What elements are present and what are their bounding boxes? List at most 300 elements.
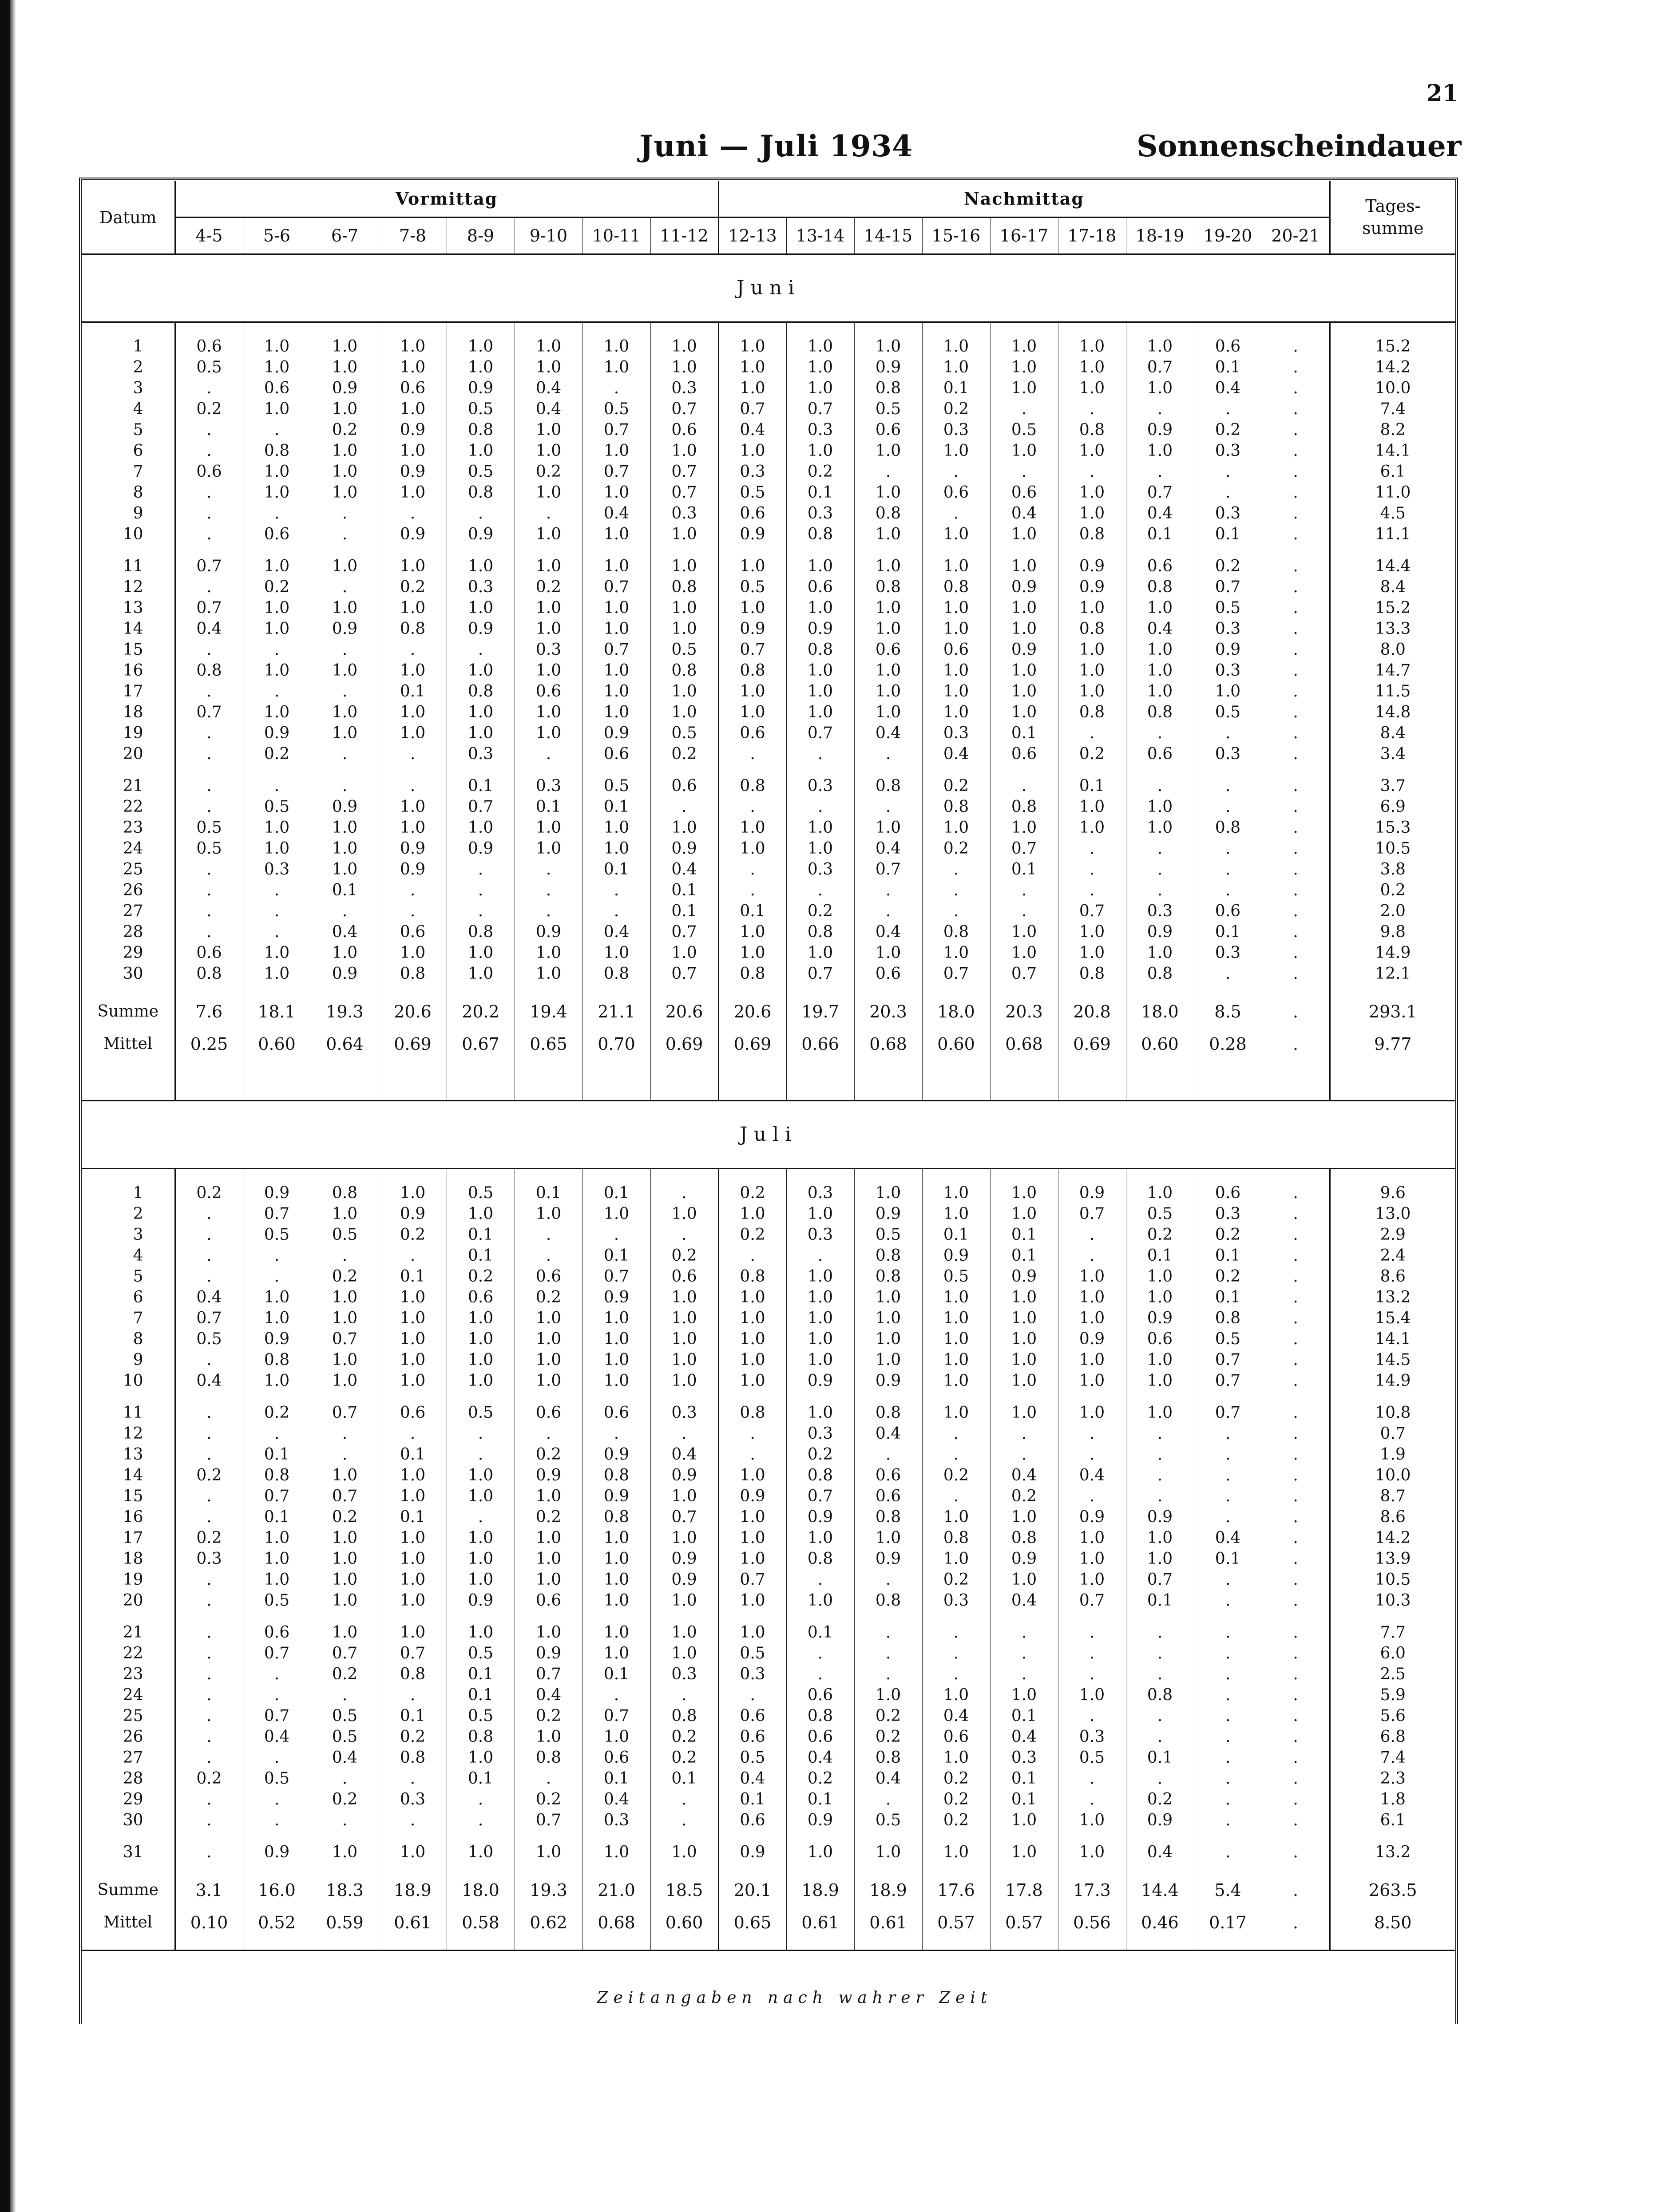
hour-value-cell: 1.0: [379, 1590, 447, 1611]
tagessumme-cell: 10.8: [1330, 1402, 1455, 1423]
hour-value-cell: 1.0: [243, 399, 311, 419]
hour-value-cell: 18.9: [379, 1874, 447, 1906]
hour-value-cell: 0.2: [922, 1768, 990, 1789]
hour-value-cell: 0.3: [650, 1664, 718, 1685]
hour-value-cell: .: [379, 880, 447, 901]
hour-value-cell: .: [243, 1810, 311, 1831]
page-title: Juni — Juli 1934: [639, 129, 913, 163]
hour-value-cell: 1.0: [582, 440, 650, 461]
table-row: [82, 598, 1455, 618]
hour-value-cell: 1.0: [922, 942, 990, 963]
tagessumme-cell: 0.7: [1330, 1423, 1455, 1444]
hour-value-cell: 0.2: [922, 838, 990, 859]
tagessumme-cell: 15.3: [1330, 817, 1455, 838]
hour-value-cell: 0.5: [175, 838, 243, 859]
hour-value-cell: 0.1: [515, 1183, 582, 1203]
hour-value-cell: .: [1058, 461, 1126, 482]
hour-value-cell: 0.3: [447, 577, 515, 598]
hour-value-cell: 0.9: [243, 1329, 311, 1349]
hour-value-cell: 1.0: [582, 618, 650, 639]
hour-value-cell: 0.8: [1126, 702, 1194, 723]
table-row: [82, 357, 1455, 378]
row-label: 24: [123, 839, 143, 858]
hour-value-cell: 0.1: [1126, 1590, 1194, 1611]
hour-header: 14-15: [854, 218, 922, 254]
hour-value-cell: 1.0: [650, 556, 718, 577]
hour-value-cell: 0.9: [990, 577, 1058, 598]
hour-value-cell: 0.2: [515, 1444, 582, 1465]
hour-value-cell: .: [175, 1486, 243, 1507]
hour-value-cell: 1.0: [379, 598, 447, 618]
hour-value-cell: .: [1262, 336, 1330, 357]
hour-value-cell: .: [379, 901, 447, 922]
hour-value-cell: 0.7: [243, 1643, 311, 1664]
tagessumme-cell: 9.77: [1330, 1028, 1455, 1060]
hour-value-cell: 0.2: [175, 1527, 243, 1548]
hour-value-cell: .: [1126, 1705, 1194, 1726]
hour-value-cell: .: [175, 1842, 243, 1863]
hour-value-cell: 0.9: [990, 1548, 1058, 1569]
hour-value-cell: 1.0: [379, 357, 447, 378]
hour-value-cell: 1.0: [447, 1486, 515, 1507]
tagessumme-cell: 14.9: [1330, 1370, 1455, 1391]
hour-value-cell: 1.0: [515, 336, 582, 357]
hour-value-cell: 0.7: [243, 1486, 311, 1507]
hour-value-cell: 1.0: [990, 1203, 1058, 1224]
page-binding-edge: [0, 0, 10, 2212]
hour-header: 20-21: [1262, 218, 1330, 254]
hour-value-cell: 0.1: [379, 1705, 447, 1726]
hour-value-cell: 0.1: [243, 1444, 311, 1465]
hour-value-cell: 0.6: [718, 723, 786, 744]
hour-value-cell: 0.8: [1058, 618, 1126, 639]
hour-value-cell: 0.8: [1058, 524, 1126, 545]
summe-row: [82, 995, 1455, 1028]
hour-value-cell: 1.0: [922, 817, 990, 838]
hour-value-cell: 0.9: [447, 618, 515, 639]
hour-value-cell: .: [1262, 1507, 1330, 1527]
hour-value-cell: 0.6: [1194, 901, 1262, 922]
hour-value-cell: 0.2: [515, 461, 582, 482]
hour-value-cell: .: [515, 1768, 582, 1789]
hour-value-cell: 0.8: [854, 1590, 922, 1611]
hour-value-cell: 1.0: [582, 1590, 650, 1611]
hour-value-cell: .: [1262, 1768, 1330, 1789]
hour-value-cell: 0.8: [447, 482, 515, 503]
hour-value-cell: 0.4: [990, 503, 1058, 524]
hour-value-cell: 1.0: [650, 618, 718, 639]
hour-value-cell: 1.0: [854, 1842, 922, 1863]
hour-value-cell: 0.8: [922, 796, 990, 817]
hour-value-cell: 1.0: [1126, 1402, 1194, 1423]
hour-value-cell: .: [175, 880, 243, 901]
hour-value-cell: 0.9: [1058, 1183, 1126, 1203]
hour-value-cell: 1.0: [990, 922, 1058, 942]
hour-value-cell: 20.3: [854, 995, 922, 1028]
table-row: [82, 776, 1455, 796]
hour-value-cell: 1.0: [515, 598, 582, 618]
hour-value-cell: .: [854, 744, 922, 764]
hour-value-cell: 0.2: [1194, 1224, 1262, 1245]
hour-value-cell: 20.3: [990, 995, 1058, 1028]
hour-value-cell: 1.0: [447, 1349, 515, 1370]
hour-value-cell: 0.4: [854, 838, 922, 859]
hour-value-cell: 0.7: [311, 1486, 379, 1507]
hour-value-cell: .: [175, 1643, 243, 1664]
hour-value-cell: 0.7: [582, 461, 650, 482]
tagessumme-cell: 2.3: [1330, 1768, 1455, 1789]
hour-value-cell: .: [175, 1224, 243, 1245]
hour-value-cell: 0.6: [582, 1747, 650, 1768]
hour-value-cell: 0.6: [243, 378, 311, 399]
hour-value-cell: 1.0: [786, 942, 854, 963]
hour-value-cell: 19.7: [786, 995, 854, 1028]
hour-value-cell: 1.0: [1126, 660, 1194, 681]
hour-value-cell: 1.0: [718, 1527, 786, 1548]
hour-value-cell: 0.4: [854, 922, 922, 942]
hour-value-cell: 1.0: [379, 1183, 447, 1203]
hour-value-cell: 1.0: [922, 618, 990, 639]
hour-value-cell: .: [1262, 1664, 1330, 1685]
hour-value-cell: 0.69: [1058, 1028, 1126, 1060]
hour-value-cell: 0.2: [786, 901, 854, 922]
hour-value-cell: 0.6: [175, 336, 243, 357]
hour-value-cell: 0.7: [1126, 482, 1194, 503]
hour-value-cell: 0.1: [447, 1685, 515, 1705]
hour-value-cell: 1.0: [650, 1203, 718, 1224]
footer-note: Zeitangaben nach wahrer Zeit: [597, 1989, 993, 2007]
hour-value-cell: 1.0: [243, 598, 311, 618]
tagessumme-cell: 14.7: [1330, 660, 1455, 681]
hour-value-cell: 0.57: [990, 1906, 1058, 1939]
hour-value-cell: .: [1058, 1444, 1126, 1465]
hour-value-cell: .: [1194, 1590, 1262, 1611]
hour-value-cell: 1.0: [379, 1308, 447, 1329]
tagessumme-cell: 15.2: [1330, 336, 1455, 357]
hour-value-cell: 0.6: [1194, 336, 1262, 357]
hour-value-cell: .: [1262, 660, 1330, 681]
hour-value-cell: 0.6: [515, 681, 582, 702]
row-label: 29: [123, 943, 143, 962]
hour-value-cell: 0.1: [922, 378, 990, 399]
hour-value-cell: 0.9: [311, 378, 379, 399]
hour-value-cell: 1.0: [922, 1548, 990, 1569]
tagessumme-cell: 13.2: [1330, 1842, 1455, 1863]
hour-value-cell: 1.0: [718, 1590, 786, 1611]
hour-header: 15-16: [922, 218, 990, 254]
hour-value-cell: 1.0: [854, 1308, 922, 1329]
tagessumme-cell: 14.9: [1330, 942, 1455, 963]
hour-value-cell: 0.8: [990, 796, 1058, 817]
hour-value-cell: 0.7: [175, 598, 243, 618]
hour-value-cell: 0.4: [786, 1747, 854, 1768]
hour-value-cell: .: [1262, 1527, 1330, 1548]
hour-value-cell: .: [379, 1768, 447, 1789]
hour-value-cell: 1.0: [1058, 922, 1126, 942]
hour-value-cell: 0.5: [854, 1810, 922, 1831]
hour-value-cell: 0.2: [311, 1266, 379, 1287]
hour-value-cell: .: [447, 1789, 515, 1810]
hour-value-cell: .: [1262, 744, 1330, 764]
hour-value-cell: .: [311, 524, 379, 545]
hour-value-cell: .: [1262, 399, 1330, 419]
hour-value-cell: .: [1126, 880, 1194, 901]
table-row: [82, 1569, 1455, 1590]
hour-value-cell: 0.8: [379, 1664, 447, 1685]
hour-value-cell: 1.0: [243, 838, 311, 859]
hour-value-cell: 0.1: [379, 1507, 447, 1527]
hour-value-cell: .: [243, 419, 311, 440]
hour-value-cell: 1.0: [447, 660, 515, 681]
hour-value-cell: 0.1: [447, 776, 515, 796]
hour-value-cell: 14.4: [1126, 1874, 1194, 1906]
hour-value-cell: 0.6: [718, 1810, 786, 1831]
hour-value-cell: 1.0: [1126, 942, 1194, 963]
row-label: 10: [123, 525, 143, 543]
hour-value-cell: .: [1262, 461, 1330, 482]
hour-value-cell: 0.1: [786, 1789, 854, 1810]
hour-value-cell: 19.3: [311, 995, 379, 1028]
row-label: 12: [123, 1424, 143, 1443]
hour-value-cell: .: [1194, 1465, 1262, 1486]
hour-value-cell: .: [1126, 723, 1194, 744]
hour-value-cell: 1.0: [447, 1329, 515, 1349]
row-label: 25: [123, 860, 143, 878]
hour-value-cell: 1.0: [786, 1266, 854, 1287]
row-label: 15: [123, 1487, 143, 1505]
hour-value-cell: 1.0: [379, 1370, 447, 1391]
tagessumme-cell: 2.5: [1330, 1664, 1455, 1685]
hour-value-cell: .: [311, 1685, 379, 1705]
hour-value-cell: .: [175, 1203, 243, 1224]
hour-value-cell: 0.8: [1126, 577, 1194, 598]
hour-value-cell: .: [718, 880, 786, 901]
hour-value-cell: .: [175, 524, 243, 545]
hour-value-cell: 0.3: [1194, 942, 1262, 963]
tagessumme-cell: 14.4: [1330, 556, 1455, 577]
hour-value-cell: .: [175, 1245, 243, 1266]
hour-value-cell: .: [1262, 1266, 1330, 1287]
hour-value-cell: 0.6: [243, 1622, 311, 1643]
table-row: [82, 859, 1455, 880]
hour-value-cell: 0.8: [650, 1705, 718, 1726]
hour-value-cell: 0.3: [1194, 660, 1262, 681]
hour-value-cell: .: [243, 1266, 311, 1287]
hour-value-cell: 0.1: [1126, 524, 1194, 545]
hour-value-cell: .: [922, 880, 990, 901]
hour-value-cell: .: [786, 744, 854, 764]
row-label: 27: [123, 1748, 143, 1767]
hour-value-cell: .: [243, 922, 311, 942]
hour-value-cell: 1.0: [1058, 1810, 1126, 1831]
hour-value-cell: 1.0: [311, 399, 379, 419]
hour-value-cell: 1.0: [379, 1548, 447, 1569]
hour-value-cell: 0.7: [786, 723, 854, 744]
hour-value-cell: .: [175, 1726, 243, 1747]
hour-value-cell: 1.0: [243, 817, 311, 838]
row-label: Summe: [97, 1880, 158, 1899]
hour-value-cell: 1.0: [515, 1842, 582, 1863]
hour-value-cell: 1.0: [582, 1622, 650, 1643]
hour-value-cell: 1.0: [311, 440, 379, 461]
hour-value-cell: 0.6: [922, 482, 990, 503]
hour-value-cell: 1.0: [515, 556, 582, 577]
hour-value-cell: 0.57: [922, 1906, 990, 1939]
hour-value-cell: 0.1: [1194, 524, 1262, 545]
hour-value-cell: 0.2: [1058, 744, 1126, 764]
hour-value-cell: .: [175, 1266, 243, 1287]
hour-value-cell: .: [1262, 963, 1330, 984]
hour-value-cell: 0.6: [1126, 556, 1194, 577]
hour-value-cell: 1.0: [990, 1183, 1058, 1203]
hour-value-cell: 1.0: [1058, 639, 1126, 660]
hour-value-cell: 0.6: [786, 577, 854, 598]
hour-value-cell: 1.0: [379, 796, 447, 817]
hour-value-cell: 1.0: [311, 723, 379, 744]
tagessumme-cell: 14.2: [1330, 357, 1455, 378]
hour-value-cell: 1.0: [243, 660, 311, 681]
hour-value-cell: 0.5: [718, 1643, 786, 1664]
hour-value-cell: .: [175, 639, 243, 660]
hour-value-cell: 1.0: [922, 1183, 990, 1203]
hour-value-cell: .: [175, 1664, 243, 1685]
row-label: 1: [133, 1183, 143, 1202]
hour-value-cell: .: [854, 1789, 922, 1810]
hour-value-cell: .: [515, 859, 582, 880]
hour-value-cell: 0.5: [447, 1402, 515, 1423]
hour-value-cell: 0.6: [990, 482, 1058, 503]
hour-value-cell: 1.0: [1194, 681, 1262, 702]
hour-value-cell: 1.0: [447, 817, 515, 838]
hour-value-cell: 0.2: [379, 1726, 447, 1747]
hour-value-cell: 1.0: [582, 1370, 650, 1391]
hour-value-cell: 0.9: [650, 1569, 718, 1590]
hour-value-cell: .: [1262, 577, 1330, 598]
hour-value-cell: 1.0: [786, 357, 854, 378]
hour-value-cell: .: [786, 796, 854, 817]
row-label: 26: [123, 881, 143, 899]
hour-value-cell: 0.9: [854, 1370, 922, 1391]
hour-value-cell: 1.0: [650, 1590, 718, 1611]
hour-value-cell: .: [311, 1768, 379, 1789]
table-row: [82, 796, 1455, 817]
hour-value-cell: .: [990, 901, 1058, 922]
hour-value-cell: 0.8: [650, 577, 718, 598]
hour-value-cell: 0.3: [379, 1789, 447, 1810]
hour-value-cell: 0.9: [786, 618, 854, 639]
table-row: [82, 963, 1455, 984]
hour-value-cell: .: [1194, 838, 1262, 859]
hour-value-cell: 1.0: [990, 1349, 1058, 1370]
hour-value-cell: 0.3: [650, 378, 718, 399]
hour-value-cell: 0.3: [650, 1402, 718, 1423]
hour-value-cell: 0.1: [1194, 1287, 1262, 1308]
hour-value-cell: .: [1262, 880, 1330, 901]
hour-value-cell: .: [1262, 1349, 1330, 1370]
row-label: 20: [123, 744, 143, 763]
hour-value-cell: 0.8: [1126, 1685, 1194, 1705]
hour-value-cell: 0.4: [854, 1768, 922, 1789]
hour-value-cell: 1.0: [718, 681, 786, 702]
table-row: [82, 1444, 1455, 1465]
tagessumme-cell: 14.1: [1330, 440, 1455, 461]
tagessumme-cell: 14.5: [1330, 1349, 1455, 1370]
hour-value-cell: 1.0: [515, 1370, 582, 1391]
hour-value-cell: 0.4: [922, 744, 990, 764]
table-row: [82, 639, 1455, 660]
hour-value-cell: .: [1126, 1486, 1194, 1507]
row-label: 27: [123, 902, 143, 920]
hour-value-cell: .: [175, 1810, 243, 1831]
hour-header: 5-6: [243, 218, 311, 254]
hour-value-cell: 0.9: [786, 1507, 854, 1527]
tagessumme-cell: 8.6: [1330, 1507, 1455, 1527]
hour-value-cell: 0.8: [1058, 702, 1126, 723]
hour-value-cell: 0.4: [311, 1747, 379, 1768]
hour-value-cell: 0.8: [243, 440, 311, 461]
hour-value-cell: 0.1: [379, 1266, 447, 1287]
hour-value-cell: 0.8: [1126, 963, 1194, 984]
hour-value-cell: 1.0: [1126, 1349, 1194, 1370]
hour-header: 18-19: [1126, 218, 1194, 254]
hour-value-cell: 0.7: [718, 639, 786, 660]
hour-value-cell: 1.0: [990, 357, 1058, 378]
hour-value-cell: .: [175, 1590, 243, 1611]
hour-value-cell: 0.1: [1194, 1548, 1262, 1569]
hour-value-cell: .: [922, 901, 990, 922]
hour-value-cell: 0.7: [175, 556, 243, 577]
hour-value-cell: 0.1: [990, 1245, 1058, 1266]
hour-value-cell: 0.64: [311, 1028, 379, 1060]
hour-value-cell: 0.4: [854, 723, 922, 744]
hour-value-cell: 0.1: [582, 1768, 650, 1789]
hour-value-cell: 1.0: [650, 357, 718, 378]
hour-value-cell: 1.0: [718, 1548, 786, 1569]
hour-value-cell: .: [175, 1705, 243, 1726]
tagessumme-cell: 7.7: [1330, 1622, 1455, 1643]
hour-value-cell: 0.2: [515, 1287, 582, 1308]
hour-value-cell: .: [922, 461, 990, 482]
hour-value-cell: .: [515, 744, 582, 764]
hour-value-cell: .: [1262, 503, 1330, 524]
hour-value-cell: 1.0: [922, 1308, 990, 1329]
hour-value-cell: 0.3: [515, 639, 582, 660]
hour-value-cell: .: [447, 1810, 515, 1831]
hour-value-cell: 0.9: [379, 859, 447, 880]
hour-value-cell: 1.0: [786, 1308, 854, 1329]
hour-value-cell: 0.6: [854, 639, 922, 660]
hour-header: 19-20: [1194, 218, 1262, 254]
hour-value-cell: 1.0: [650, 1308, 718, 1329]
hour-value-cell: .: [1194, 1664, 1262, 1685]
hour-value-cell: 1.0: [447, 1465, 515, 1486]
hour-value-cell: 1.0: [379, 1569, 447, 1590]
hour-value-cell: 1.0: [379, 723, 447, 744]
hour-value-cell: 0.5: [447, 1705, 515, 1726]
hour-value-cell: 1.0: [922, 440, 990, 461]
hour-value-cell: 0.1: [990, 1768, 1058, 1789]
hour-value-cell: 0.2: [243, 577, 311, 598]
hour-value-cell: 19.3: [515, 1874, 582, 1906]
hour-value-cell: 0.5: [447, 1643, 515, 1664]
hour-value-cell: .: [1194, 1726, 1262, 1747]
hour-value-cell: 1.0: [311, 1203, 379, 1224]
hour-value-cell: .: [1126, 1726, 1194, 1747]
hour-value-cell: 1.0: [582, 660, 650, 681]
hour-value-cell: 0.8: [379, 963, 447, 984]
hour-value-cell: 0.52: [243, 1906, 311, 1939]
hour-value-cell: .: [243, 639, 311, 660]
